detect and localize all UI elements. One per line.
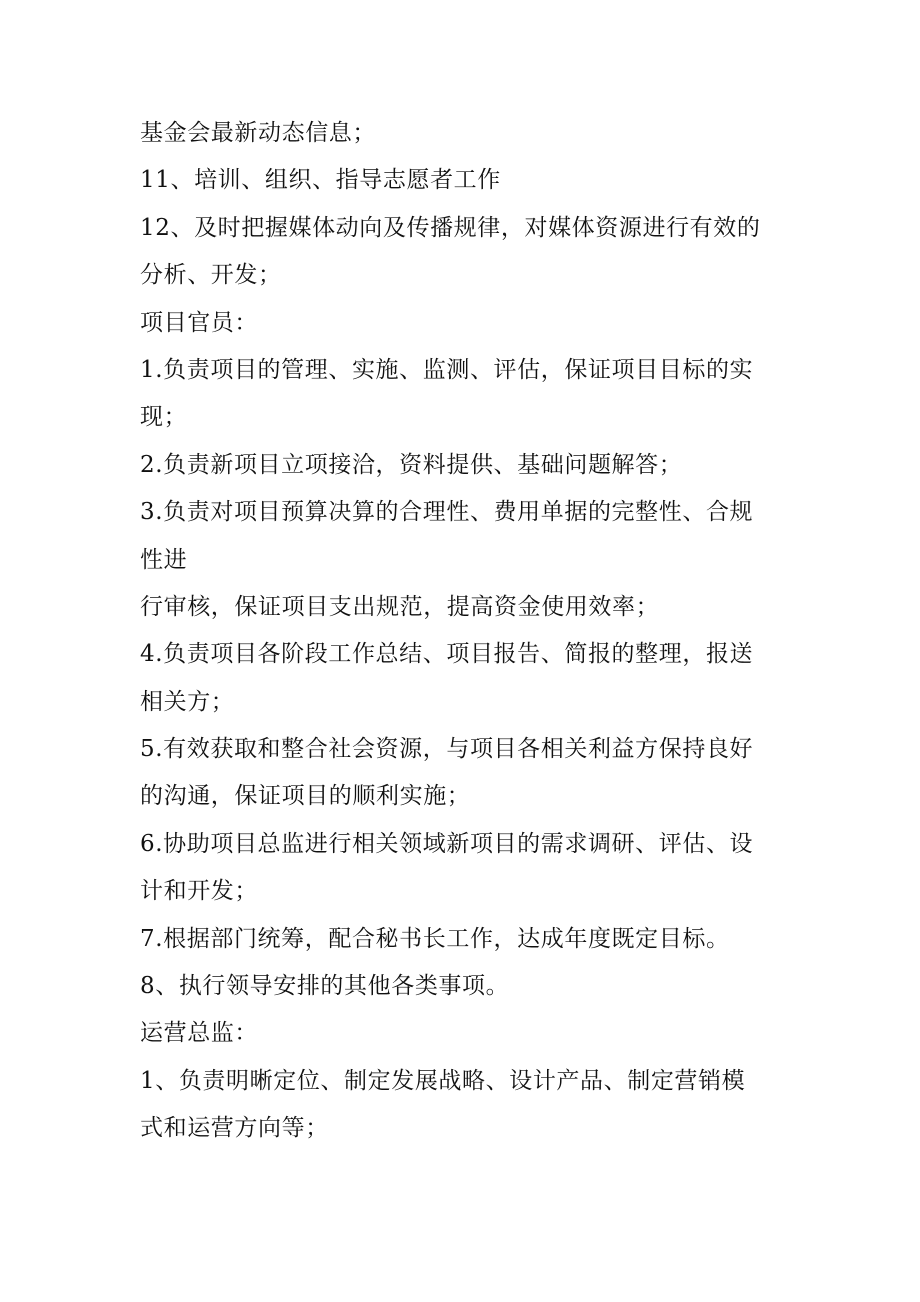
text-line: 相关方；: [140, 688, 235, 715]
text-line: 基金会最新动态信息；: [140, 120, 376, 146]
text-line: 计和开发；: [140, 878, 258, 905]
text-line: 12、及时把握媒体动向及传播规律，对媒体资源进行有效的: [140, 214, 761, 241]
text-line: 3.负责对项目预算决算的合理性、费用单据的完整性、合规: [140, 499, 754, 526]
section-heading-operations-director: 运营总监：: [140, 1020, 258, 1047]
text-line: 2.负责新项目立项接洽，资料提供、基础问题解答；: [140, 451, 683, 478]
text-line: 式和运营方向等；: [140, 1115, 329, 1142]
text-line: 1.负责项目的管理、实施、监测、评估，保证项目目标的实: [140, 356, 754, 383]
text-line: 现；: [140, 404, 188, 431]
text-line: 7.根据部门统筹，配合秘书长工作，达成年度既定目标。: [140, 925, 730, 952]
text-line: 1、负责明晰定位、制定发展战略、设计产品、制定营销模: [140, 1067, 746, 1094]
text-line: 的沟通，保证项目的顺利实施；: [140, 783, 471, 810]
text-line: 5.有效获取和整合社会资源，与项目各相关利益方保持良好: [140, 736, 754, 763]
text-line: 性进: [140, 546, 188, 573]
text-line: 分析、开发；: [140, 262, 282, 289]
text-line: 4.负责项目各阶段工作总结、项目报告、简报的整理，报送: [140, 641, 754, 668]
text-line: 8、执行领导安排的其他各类事项。: [140, 973, 510, 1000]
text-line: 11、培训、组织、指导志愿者工作: [140, 167, 501, 194]
text-line: 行审核，保证项目支出规范，提高资金使用效率；: [140, 593, 660, 620]
text-line: 6.协助项目总监进行相关领域新项目的需求调研、评估、设: [140, 830, 754, 857]
section-heading-project-officer: 项目官员：: [140, 309, 258, 336]
document-body: [140, 110, 790, 1153]
